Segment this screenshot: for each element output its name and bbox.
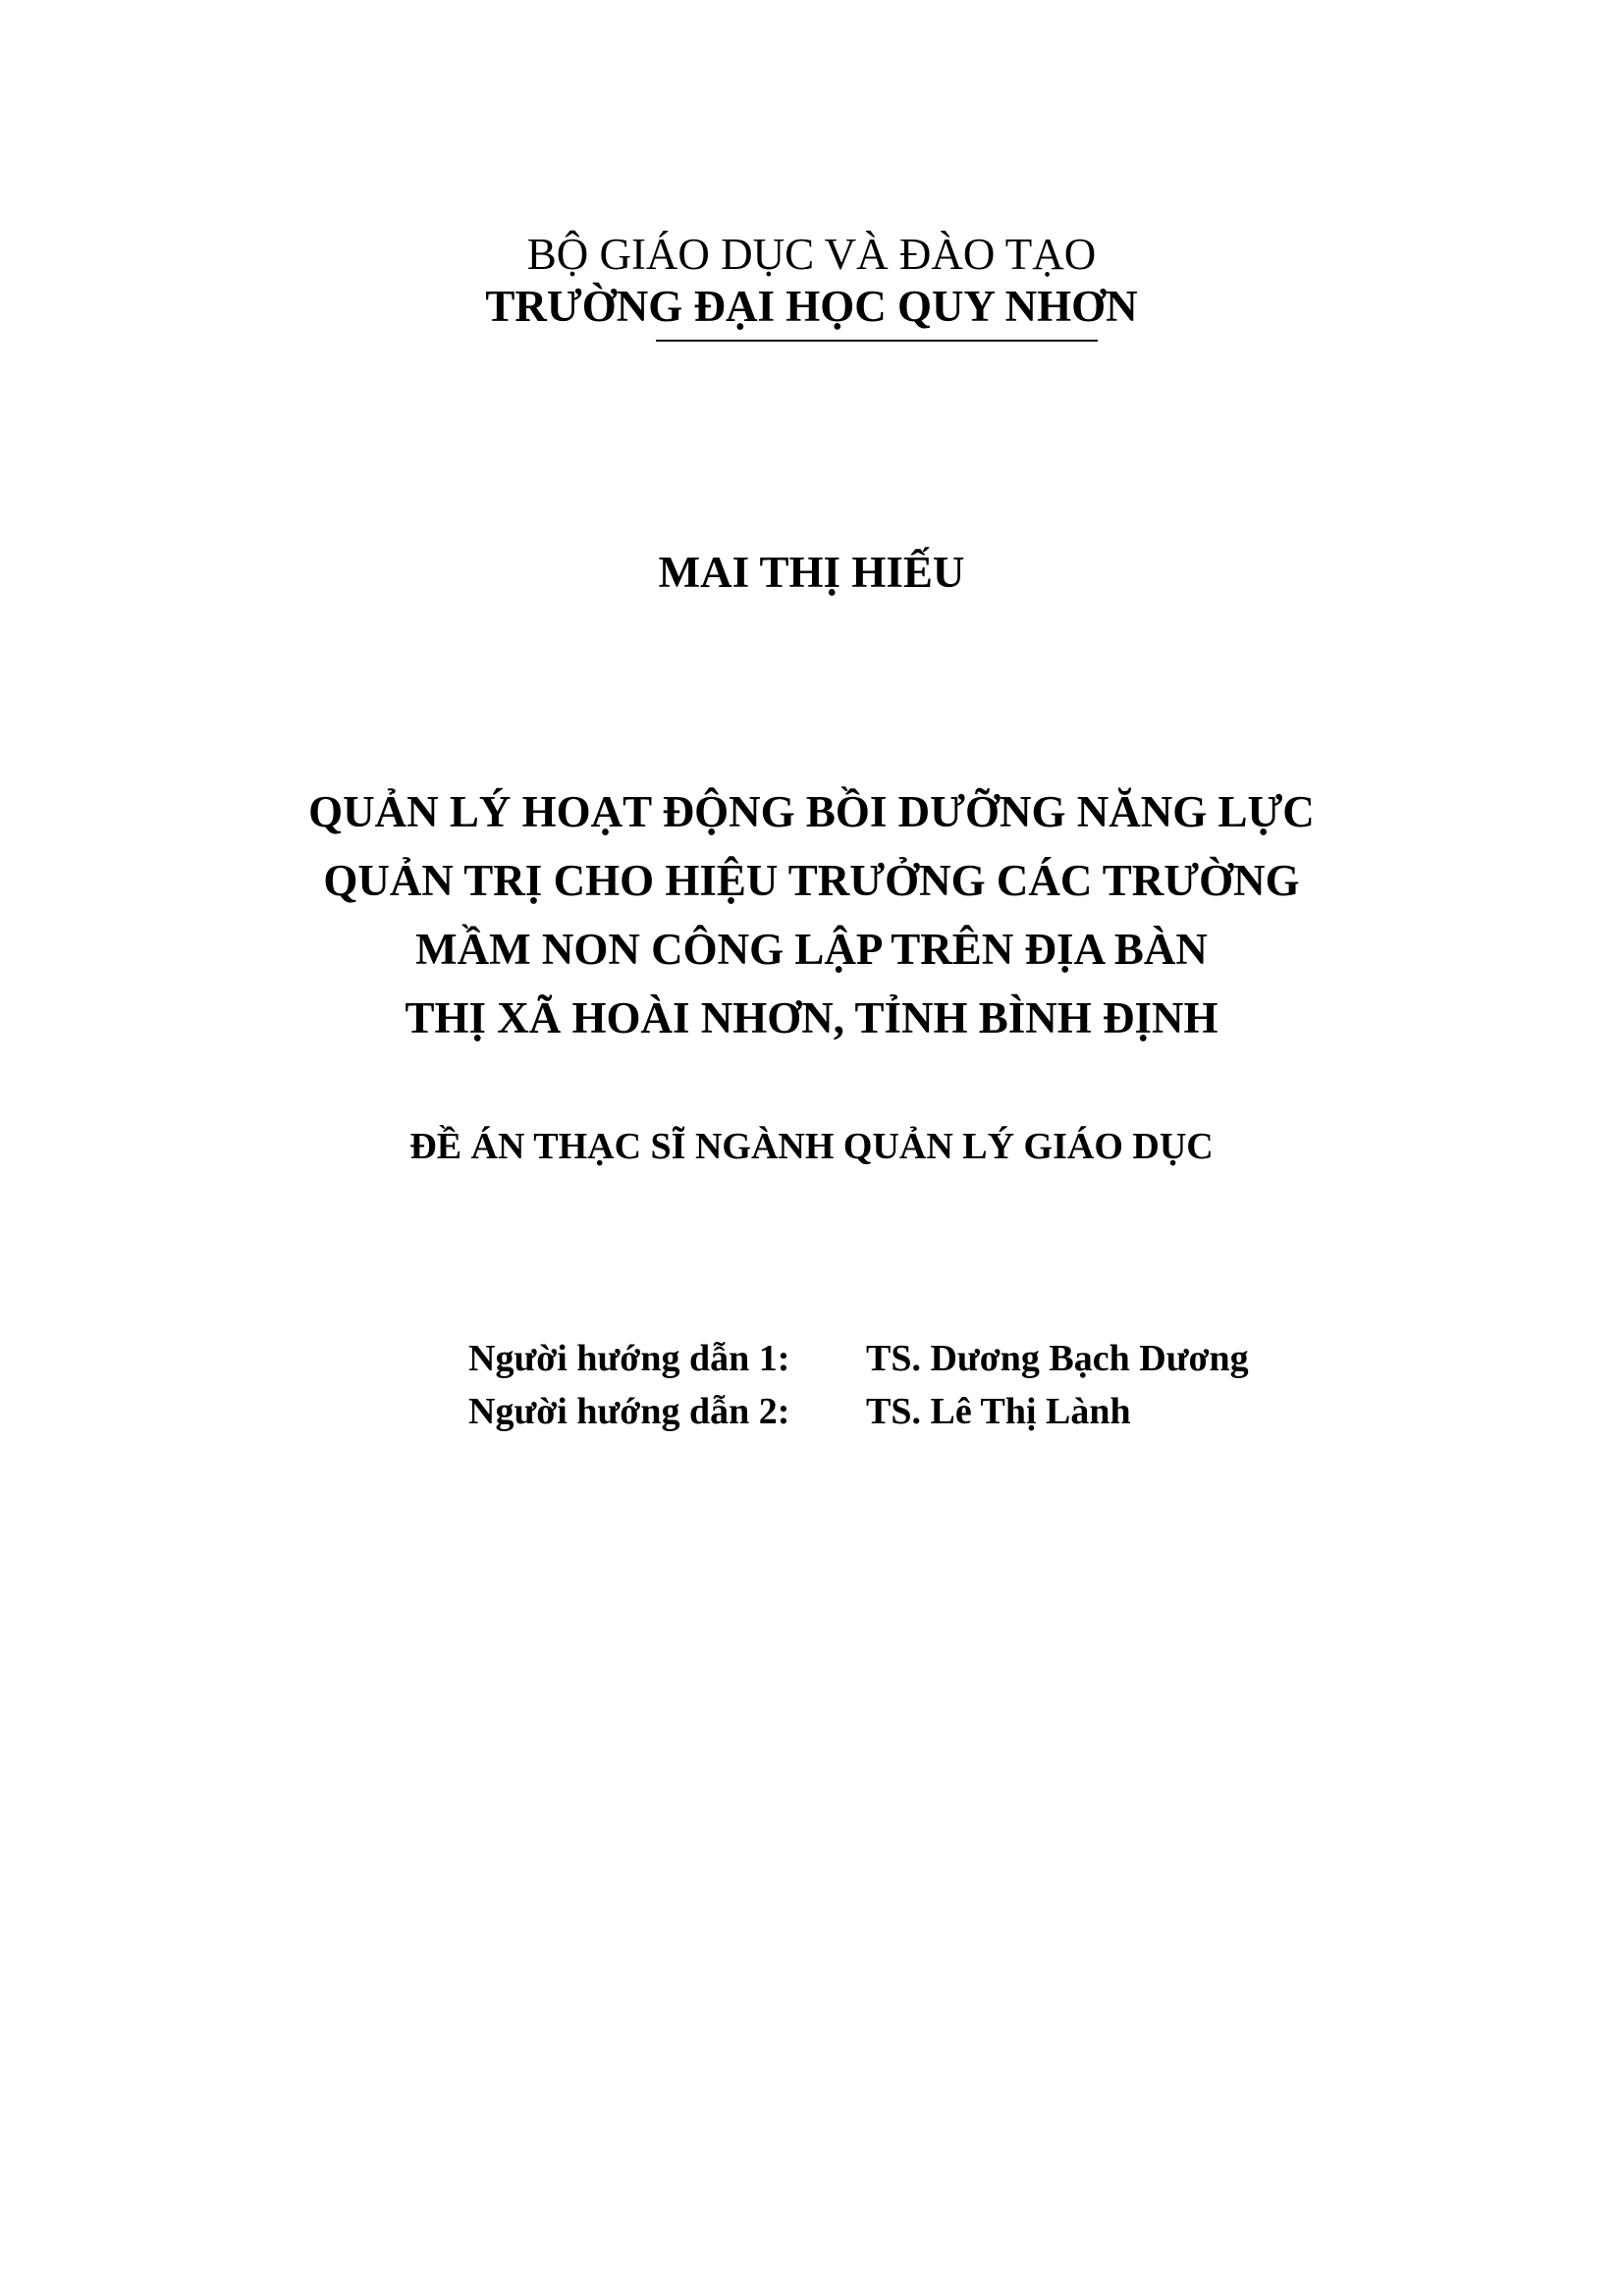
header-divider [656, 340, 1098, 342]
thesis-title [0, 777, 1623, 1052]
advisor-label-2: Người hướng dẫn 2: [468, 1391, 790, 1432]
degree-type: ĐỀ ÁN THẠC SĨ NGÀNH QUẢN LÝ GIÁO DỤC [409, 1126, 1214, 1167]
title-line-3: MẦM NON CÔNG LẬP TRÊN ĐỊA BÀN [415, 925, 1208, 974]
advisor-label-1: Người hướng dẫn 1: [468, 1338, 790, 1379]
advisor-name-1: TS. Dương Bạch Dương [866, 1338, 1249, 1379]
advisor-row-2 [468, 1385, 1249, 1438]
university-name: TRƯỜNG ĐẠI HỌC QUY NHƠN [485, 282, 1138, 331]
advisor-name-2: TS. Lê Thị Lành [866, 1391, 1131, 1432]
author-name: MAI THỊ HIẾU [658, 548, 965, 597]
ministry-name: BỘ GIÁO DỤC VÀ ĐÀO TẠO [526, 230, 1097, 279]
title-line-4: THỊ XÃ HOÀI NHƠN, TỈNH BÌNH ĐỊNH [405, 993, 1218, 1042]
advisor-row-1 [468, 1332, 1249, 1385]
title-line-2: QUẢN TRỊ CHO HIỆU TRƯỞNG CÁC TRƯỜNG [323, 856, 1300, 905]
title-line-1: QUẢN LÝ HOẠT ĐỘNG BỒI DƯỠNG NĂNG LỰC [308, 787, 1315, 836]
advisors-block [468, 1332, 1249, 1438]
